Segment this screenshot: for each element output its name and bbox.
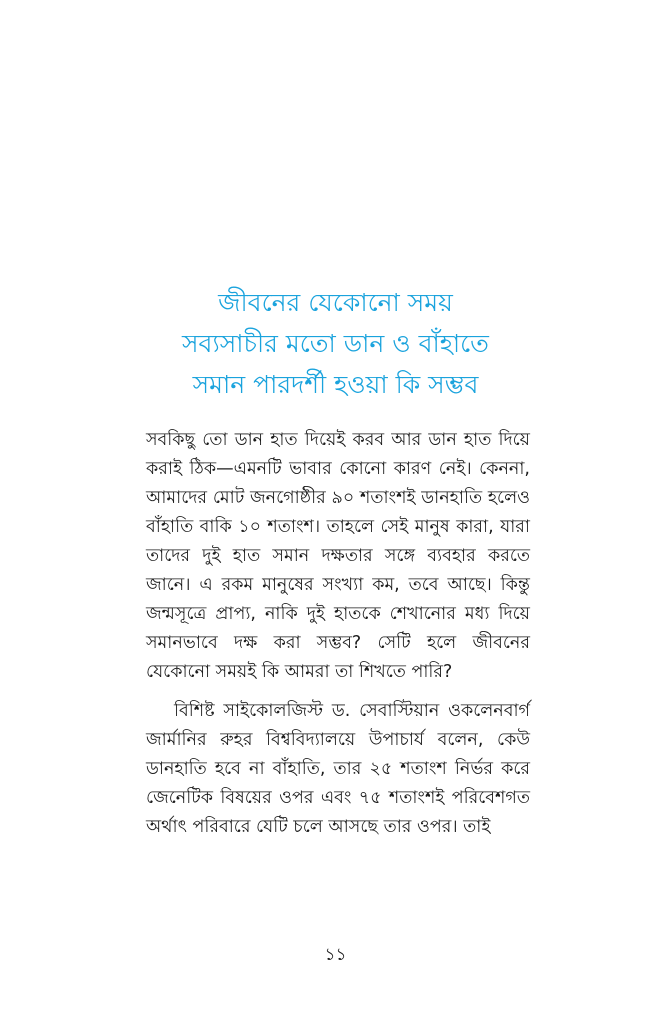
paragraph-1: সবকিছু তো ডান হাত দিয়েই করব আর ডান হাত দিয়ে করাই ঠিক—এমনটি ভাবার কোনো কারণ নেই। কেননা, আমাদের মোট জনগোষ্ঠীর ৯০ শতাংশই ডানহাতি হলেও বাঁহাতি বাকি ১০ শতাংশ। তাহলে সেই মানুষ কারা, যারা তাদের দুই হাত সমান দক্ষতার সঙ্গে ব্যবহার করতে জানে। এ রকম মানুষের সংখ্যা কম, তবে আছে। কিন্তু জন্মসূত্রে প্রাপ্য, নাকি দুই হাতকে শেখানোর মধ্য দিয়ে সমানভাবে দক্ষ করা সম্ভব? সেটি হলে জীবনের যেকোনো সময়ই কি আমরা তা শিখতে পারি? xyxy=(146,430,530,682)
title-line-2: সব্যসাচীর মতো ডান ও বাঁহাতে xyxy=(182,329,489,358)
title-line-1: জীবনের যেকোনো সময় xyxy=(218,288,453,317)
body-text xyxy=(146,426,530,842)
chapter-title xyxy=(100,282,571,405)
title-line-3: সমান পারদর্শী হওয়া কি সম্ভব xyxy=(192,370,479,399)
paragraph-2: বিশিষ্ট সাইকোলজিস্ট ড. সেবাস্টিয়ান ওকলেনবার্গ জার্মানির রুহর বিশ্ববিদ্যালয়ে উপাচার্য বলেন, কেউ ডানহাতি হবে না বাঁহাতি, তার ২৫ শতাংশ নির্ভর করে জেনেটিক বিষয়ের ওপর এবং ৭৫ শতাংশই পরিবেশগত অর্থাৎ পরিবারে যেটি চলে আসছে তার ওপর। তাই xyxy=(146,701,530,837)
page-number: ১১ xyxy=(324,945,347,965)
